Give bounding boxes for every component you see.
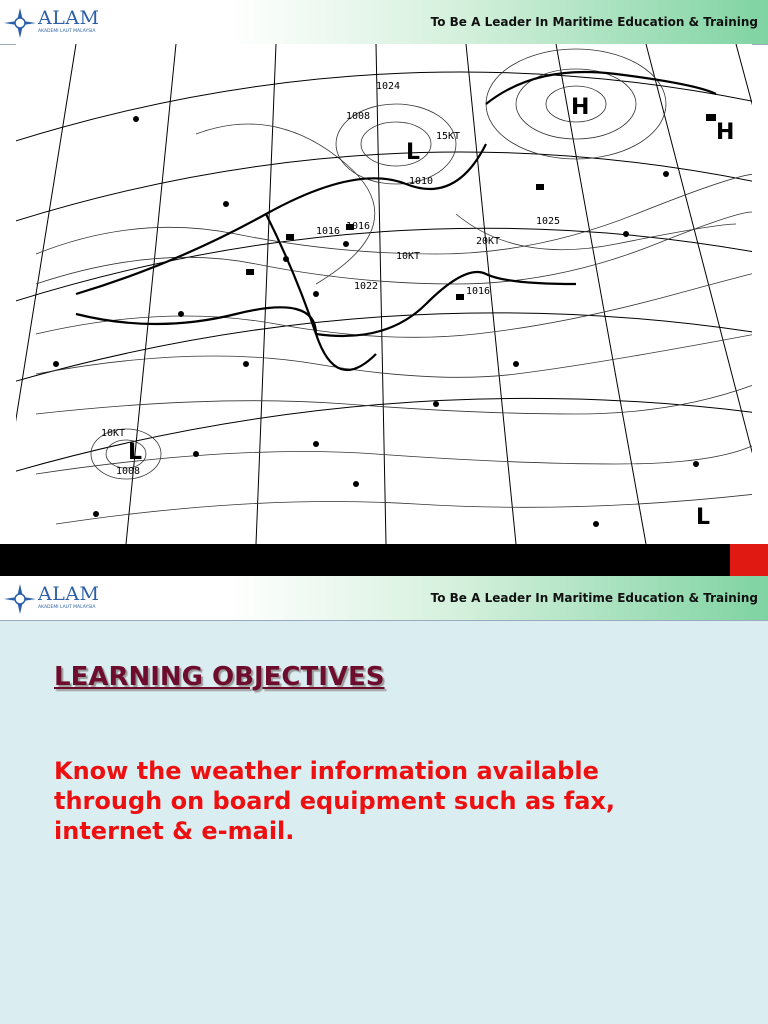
logo-text: ALAM: [38, 583, 100, 605]
slide-learning-objectives: [0, 576, 768, 1024]
logo-text: ALAM: [38, 7, 100, 29]
low-pressure-label: L: [128, 440, 143, 465]
map-label: 10KT: [396, 251, 421, 262]
weather-fax-chart: [16, 44, 752, 544]
high-pressure-label: H: [716, 120, 735, 145]
header-tagline: To Be A Leader In Maritime Education & Training: [430, 15, 758, 29]
low-pressure-label: L: [406, 140, 421, 165]
slide-corner-accent: [730, 544, 768, 576]
high-pressure-label: H: [571, 95, 590, 120]
slide-footer-bar: [0, 544, 768, 576]
alam-logo: [4, 582, 100, 616]
logo-subtitle: AKADEMI LAUT MALAYSIA: [38, 29, 96, 34]
objective-text: Know the weather information available through on board equipment such as fax, internet & e-mail.: [54, 757, 616, 845]
map-label: 1016: [316, 226, 341, 237]
map-label: 1024: [376, 81, 401, 92]
map-label: 10KT: [101, 428, 126, 439]
map-label: 1016: [346, 221, 371, 232]
map-label: 1016: [466, 286, 491, 297]
slide-title: LEARNING OBJECTIVES: [54, 662, 385, 692]
map-label: 1008: [346, 111, 371, 122]
map-label: 1025: [536, 216, 561, 227]
slide-header: [0, 576, 768, 621]
map-label: 1010: [409, 176, 434, 187]
logo-subtitle: AKADEMI LAUT MALAYSIA: [38, 605, 96, 610]
map-label: 15KT: [436, 131, 461, 142]
alam-logo: [4, 6, 100, 40]
map-label: 1008: [116, 466, 141, 477]
map-label: 1022: [354, 281, 379, 292]
header-tagline: To Be A Leader In Maritime Education & Training: [430, 591, 758, 605]
compass-icon: [4, 6, 38, 40]
compass-icon: [4, 582, 38, 616]
map-label: 20KT: [476, 236, 501, 247]
slide-header: [0, 0, 768, 45]
low-pressure-label: L: [696, 505, 711, 530]
